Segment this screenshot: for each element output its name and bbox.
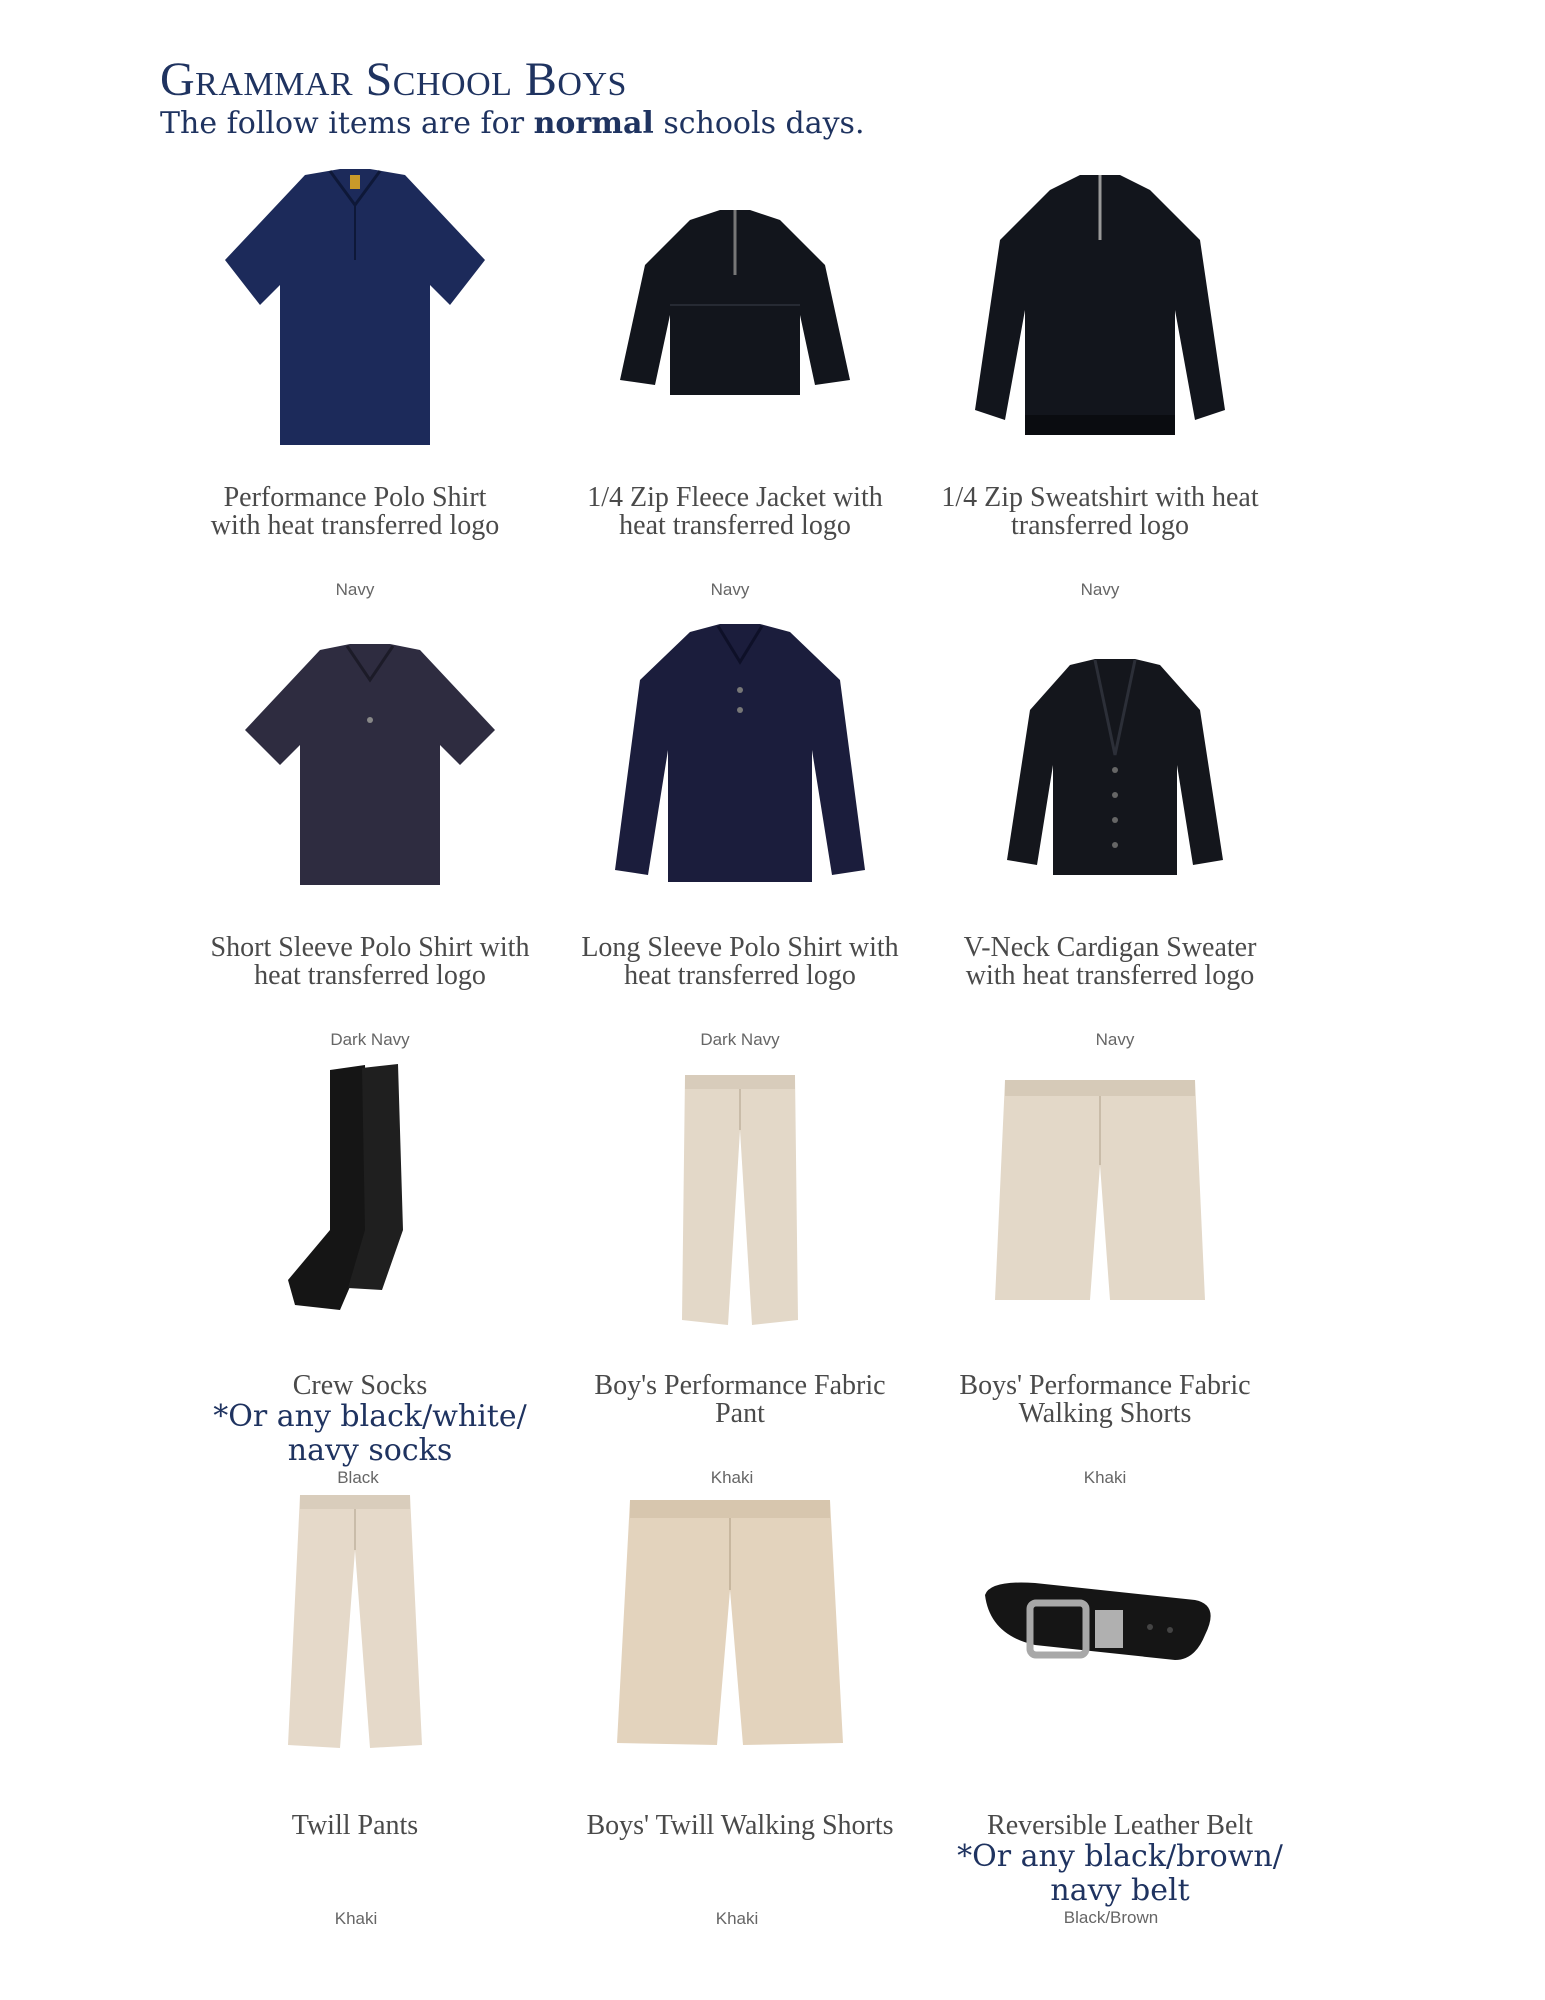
- item-color: Navy: [335, 580, 375, 599]
- item-color: Black/Brown: [1063, 1908, 1159, 1927]
- item-name: Short Sleeve Polo Shirt with heat transferred logo: [210, 932, 530, 991]
- item-color: Dark Navy: [700, 1030, 780, 1049]
- item-name: Crew Socks: [292, 1370, 428, 1401]
- item-name: V-Neck Cardigan Sweater with heat transferred logo: [963, 932, 1257, 991]
- item-color: Khaki: [334, 1909, 378, 1928]
- item-name: 1/4 Zip Sweatshirt with heat transferred logo: [941, 482, 1259, 541]
- page-title: Grammar School Boys: [160, 53, 627, 106]
- twill-shorts-icon: [615, 1495, 845, 1750]
- item-note: *Or any black/brown/ navy belt: [957, 1839, 1283, 1908]
- performance-pant-icon: [670, 1070, 810, 1330]
- item-name: 1/4 Zip Fleece Jacket with heat transferred logo: [587, 482, 883, 541]
- socks-icon: [270, 1060, 450, 1330]
- item-name: Boys' Twill Walking Shorts: [586, 1810, 894, 1841]
- item-color: Navy: [710, 580, 750, 599]
- short-sleeve-polo-icon: [235, 640, 505, 890]
- long-sleeve-polo-icon: [600, 620, 880, 890]
- item-name: Boy's Performance Fabric Pant: [594, 1370, 886, 1429]
- item-color: Navy: [1080, 580, 1120, 599]
- fleece-jacket-icon: [605, 205, 865, 445]
- item-note: *Or any black/white/ navy socks: [213, 1399, 527, 1468]
- item-name: Twill Pants: [291, 1810, 419, 1841]
- item-name: Reversible Leather Belt: [987, 1810, 1253, 1841]
- item-name: Long Sleeve Polo Shirt with heat transferred logo: [581, 932, 899, 991]
- cardigan-icon: [995, 655, 1235, 890]
- subtitle-emphasis: normal: [533, 106, 654, 141]
- polo-shirt-icon: [210, 165, 500, 455]
- item-color: Navy: [1095, 1030, 1135, 1049]
- item-color: Black: [337, 1468, 379, 1487]
- item-color: Dark Navy: [330, 1030, 410, 1049]
- item-name: Performance Polo Shirt with heat transferred logo: [210, 482, 500, 541]
- item-color: Khaki: [715, 1909, 759, 1928]
- page-subtitle: The follow items are for normal schools days.: [160, 106, 865, 141]
- twill-pants-icon: [280, 1490, 430, 1755]
- performance-shorts-icon: [990, 1075, 1210, 1305]
- sweatshirt-icon: [960, 170, 1240, 450]
- item-name: Boys' Performance Fabric Walking Shorts: [959, 1370, 1251, 1429]
- item-color: Khaki: [1083, 1468, 1127, 1487]
- item-color: Khaki: [710, 1468, 754, 1487]
- belt-icon: [975, 1575, 1235, 1685]
